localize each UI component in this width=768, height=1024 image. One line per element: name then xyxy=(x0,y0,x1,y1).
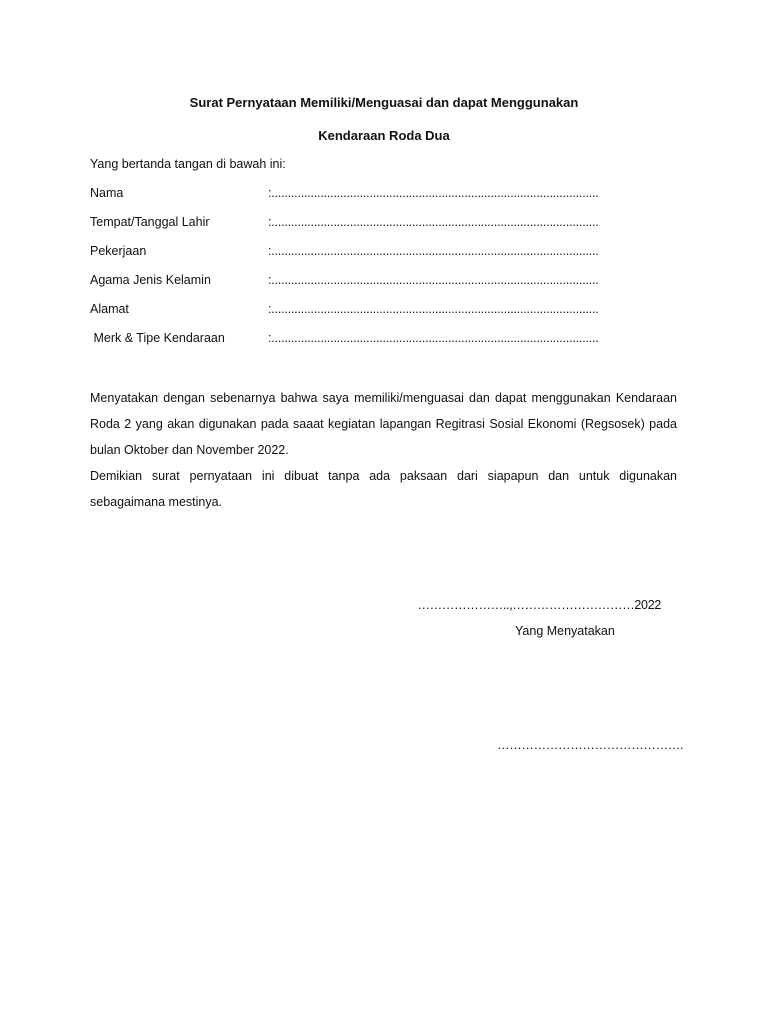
field-label: Nama xyxy=(90,186,124,200)
field-label: Tempat/Tanggal Lahir xyxy=(90,215,210,229)
signer-label: Yang Menyatakan xyxy=(515,624,615,638)
field-fill-line: :.................................................................................................... xyxy=(268,186,599,200)
intro-text: Yang bertanda tangan di bawah ini: xyxy=(90,157,286,171)
field-fill-line: :.................................................................................................... xyxy=(268,302,599,316)
field-label: Pekerjaan xyxy=(90,244,147,258)
field-row-agama-jenis-kelamin xyxy=(90,273,630,302)
field-row-alamat xyxy=(90,302,630,331)
field-row-tempat-tanggal-lahir xyxy=(90,215,630,244)
field-row-merk-tipe-kendaraan xyxy=(90,331,630,360)
closing-paragraph: Demikian surat pernyataan ini dibuat tanpa ada paksaan dari siapapun dan untuk digunakan sebagaimana mestinya. xyxy=(90,469,677,509)
place-date-line: …………………..,…………………………2022 xyxy=(417,598,661,612)
field-fill-line: :.................................................................................................... xyxy=(268,244,599,258)
identity-fields xyxy=(90,186,630,360)
field-row-pekerjaan xyxy=(90,244,630,273)
document-title: Surat Pernyataan Memiliki/Menguasai dan dapat Menggunakan xyxy=(189,95,579,110)
statement-paragraph: Menyatakan dengan sebenarnya bahwa saya memiliki/menguasai dan dapat menggunakan Kendaraan Roda 2 yang akan digunakan pada saaat kegiatan lapangan Regitrasi Sosial Ekonomi (Regsosek) pada bulan Oktober dan November 2022. xyxy=(90,391,677,457)
field-fill-line: :.................................................................................................... xyxy=(268,215,599,229)
field-label: Merk & Tipe Kendaraan xyxy=(90,331,225,345)
field-fill-line: :.................................................................................................... xyxy=(268,273,599,287)
statement-body xyxy=(90,385,677,515)
signature-line: ………………………………………. xyxy=(497,738,684,752)
field-row-nama xyxy=(90,186,630,215)
field-label: Agama Jenis Kelamin xyxy=(90,273,211,287)
field-label: Alamat xyxy=(90,302,129,316)
field-fill-line: :.................................................................................................... xyxy=(268,331,599,345)
document-subtitle: Kendaraan Roda Dua xyxy=(318,128,450,143)
